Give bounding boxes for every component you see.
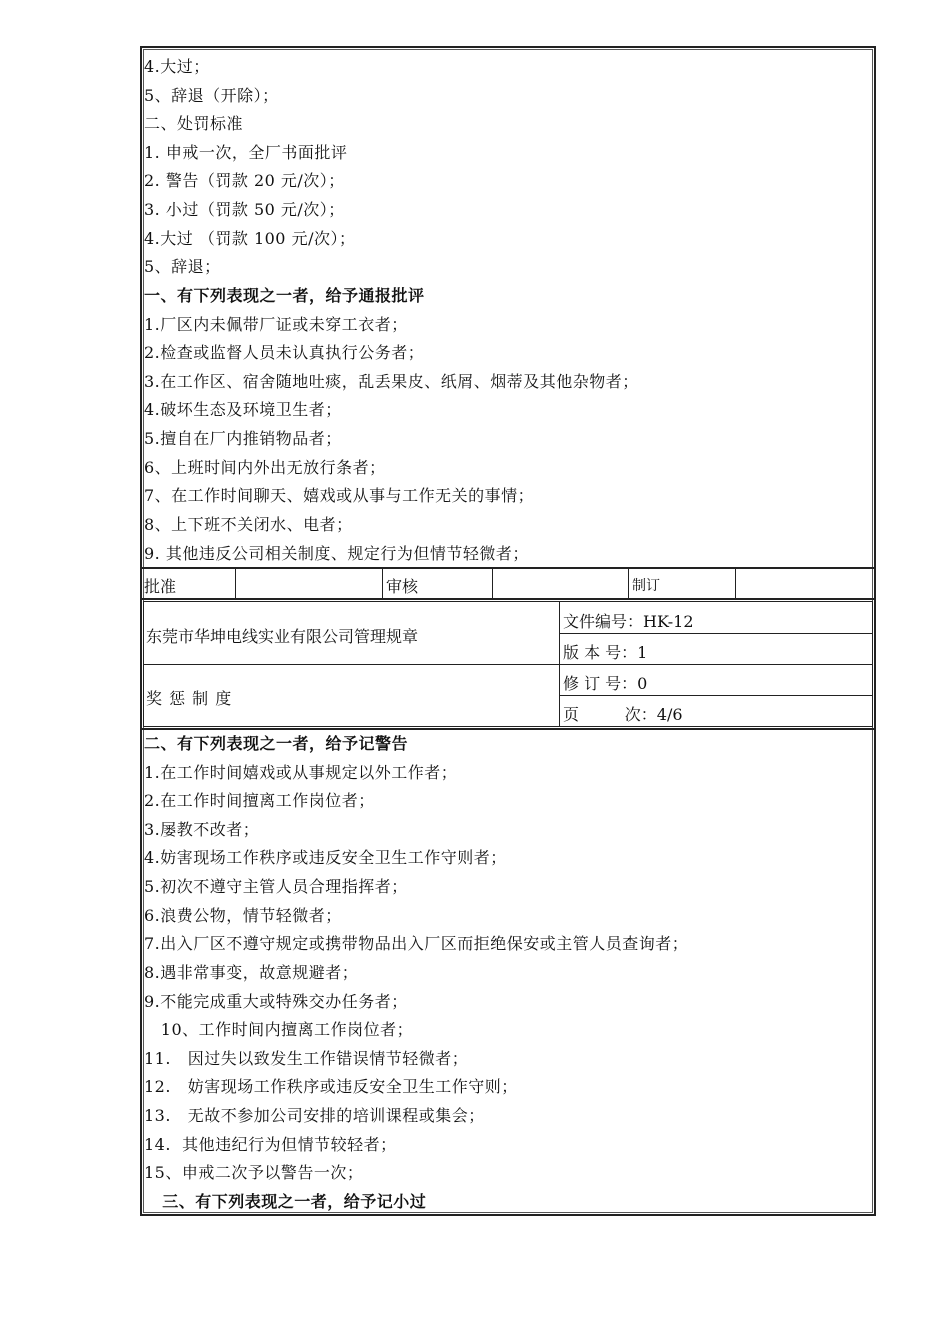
section-heading: 一、有下列表现之一者，给予通报批评 — [144, 286, 425, 305]
text-line: 二、处罚标准 — [144, 114, 244, 133]
list-item: 2.在工作时间擅离工作岗位者； — [144, 791, 375, 810]
list-item: 12. 妨害现场工作秩序或违反安全卫生工作守则； — [144, 1077, 518, 1096]
divider — [628, 569, 629, 599]
list-item: 8、上下班不关闭水、电者； — [144, 515, 353, 534]
section-heading: 二、有下列表现之一者，给予记警告 — [144, 734, 409, 753]
text-line: 5、辞退； — [144, 257, 221, 276]
prepare-label: 制订 — [632, 578, 660, 594]
file-number: 文件编号：HK-12 — [563, 612, 694, 631]
list-item: 2.检查或监督人员未认真执行公务者； — [144, 343, 425, 362]
divider — [382, 569, 383, 599]
divider — [492, 569, 493, 599]
divider — [141, 567, 875, 569]
approve-label: 批准 — [144, 577, 177, 596]
list-item: 13. 无故不参加公司安排的培训课程或集会； — [144, 1106, 485, 1125]
divider — [559, 664, 873, 665]
text-line: 1. 申戒一次，全厂书面批评 — [144, 143, 348, 162]
divider — [141, 598, 875, 600]
list-item: 11. 因过失以致发生工作错误情节轻微者； — [144, 1049, 469, 1068]
list-item: 5.初次不遵守主管人员合理指挥者； — [144, 877, 408, 896]
text-line: 5、辞退（开除）； — [144, 86, 279, 105]
list-item: 3.屡教不改者； — [144, 820, 260, 839]
divider — [143, 664, 560, 665]
list-item: 6.浪费公物，情节轻微者； — [144, 906, 342, 925]
company-name: 东莞市华坤电线实业有限公司管理规章 — [146, 627, 419, 646]
page-number: 页 次：4/6 — [563, 705, 683, 724]
text-line: 4.大过； — [144, 57, 210, 76]
list-item: 9.不能完成重大或特殊交办任务者； — [144, 992, 408, 1011]
revision-number: 修 订 号：0 — [563, 674, 648, 693]
list-item: 8.遇非常事变，故意规避者； — [144, 963, 359, 982]
list-item: 9. 其他违反公司相关制度、规定行为但情节轻微者； — [144, 544, 529, 563]
divider — [235, 569, 236, 599]
review-label: 审核 — [386, 577, 419, 596]
text-line: 3. 小过（罚款 50 元/次）； — [144, 200, 345, 219]
list-item: 7.出入厂区不遵守规定或携带物品出入厂区而拒绝保安或主管人员查询者； — [144, 934, 689, 953]
section-heading: 三、有下列表现之一者，给予记小过 — [144, 1192, 427, 1211]
list-item: 4.妨害现场工作秩序或违反安全卫生工作守则者； — [144, 848, 507, 867]
text-line: 4.大过 （罚款 100 元/次）； — [144, 229, 356, 248]
version-number: 版 本 号：1 — [563, 643, 648, 662]
divider — [559, 633, 873, 634]
list-item: 4.破坏生态及环境卫生者； — [144, 400, 342, 419]
list-item: 5.擅自在厂内推销物品者； — [144, 429, 342, 448]
list-item: 1.在工作时间嬉戏或从事规定以外工作者； — [144, 763, 458, 782]
list-item: 15、申戒二次予以警告一次； — [144, 1163, 364, 1182]
divider — [559, 695, 873, 696]
list-item: 6、上班时间内外出无放行条者； — [144, 458, 386, 477]
divider — [735, 569, 736, 599]
list-item: 7、在工作时间聊天、嬉戏或从事与工作无关的事情； — [144, 486, 535, 505]
doc-title: 奖 惩 制 度 — [146, 689, 233, 708]
list-item: 14. 其他违纪行为但情节较轻者； — [144, 1135, 397, 1154]
list-item: 1.厂区内未佩带厂证或未穿工衣者； — [144, 315, 408, 334]
list-item: 3.在工作区、宿舍随地吐痰，乱丢果皮、纸屑、烟蒂及其他杂物者； — [144, 372, 639, 391]
list-item: 10、工作时间内擅离工作岗位者； — [144, 1020, 414, 1039]
text-line: 2. 警告（罚款 20 元/次）； — [144, 171, 345, 190]
